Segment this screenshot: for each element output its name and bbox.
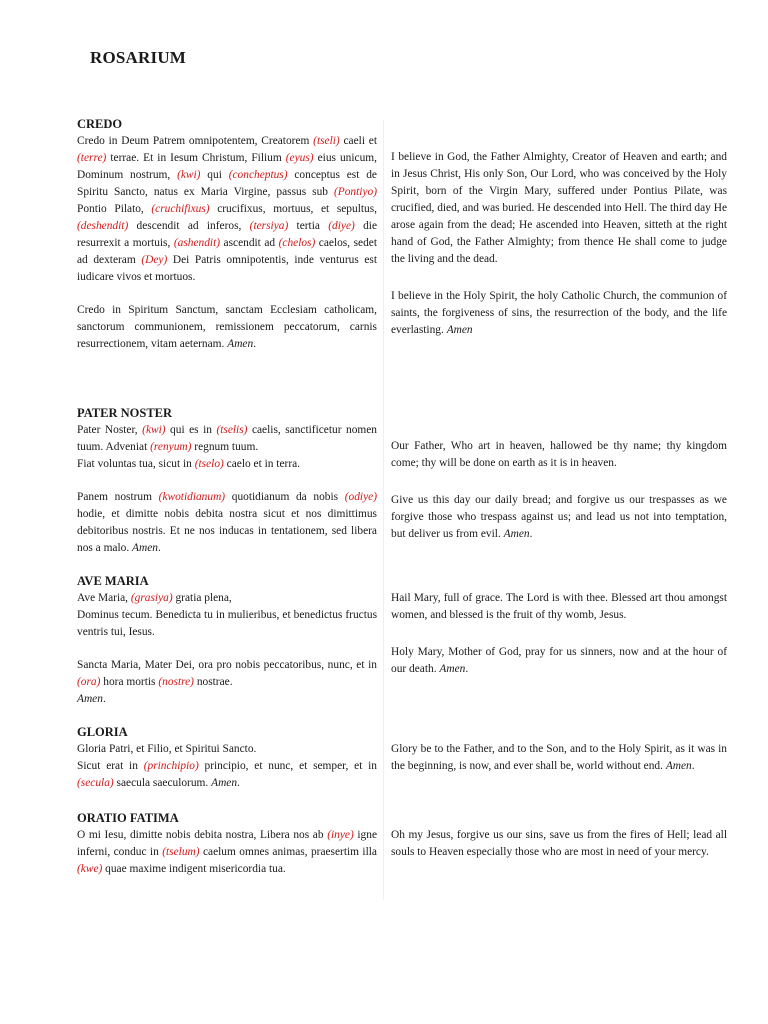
pronunciation-hint: (inye) [327, 829, 354, 841]
section-gloria [77, 724, 727, 792]
pronunciation-hint: (ashendit) [173, 237, 221, 249]
pronunciation-hint: (terre) [77, 152, 107, 164]
english-paragraph: Give us this day our daily bread; and forgive us our trespasses as we forgive those who trespass against us; and lead us not into temptation, but deliver us from evil. Amen. [391, 494, 727, 540]
pronunciation-hint: (secula) [77, 777, 114, 789]
english-column [391, 827, 727, 878]
section-oratio-fatima [77, 810, 727, 878]
pronunciation-hint: (chelos) [278, 237, 316, 249]
latin-paragraph: O mi Iesu, dimitte nobis debita nostra, Libera nos ab (inye) igne inferni, conduc in (tselum) caelum omnes animas, praesertim illa (kwe) quae maxime indigent misericordia tua. [77, 829, 377, 875]
latin-line: Fiat voluntas tua, sicut in (tselo) caelo et in terra. [77, 458, 301, 470]
pronunciation-hint: (Dey) [141, 254, 168, 266]
latin-column [77, 741, 377, 792]
pronunciation-hint: (eyus) [285, 152, 314, 164]
pronunciation-hint: (tersiya) [249, 220, 289, 232]
pronunciation-hint: (concheptus) [228, 169, 288, 181]
document-title: ROSARIUM [90, 48, 187, 67]
pronunciation-hint: (tselis) [216, 424, 248, 436]
latin-paragraph: Credo in Deum Patrem omnipotentem, Creatorem (tseli) caeli et (terre) terrae. Et in Iesum Christum, Filium (eyus) eius unicum, Dominum nostrum, (kwi) qui (concheptus) conceptus est de Spiritu Sancto, natus ex Maria Virgine, passus sub (Pontiyo) Pontio Pilato, (cruchifixus) crucifixus, mortuus, et sepultus, (deshendit) descendit ad inferos, (tersiya) tertia (diye) die resurrexit a mortuis, (ashendit) ascendit ad (chelos) caelos, sedet ad dexteram (Dey) Dei Patris omnipotentis, inde venturus est iudicare vivos et mortuos. [77, 135, 378, 283]
latin-paragraph: Sicut erat in (princhipio) principio, et nunc, et semper, et in (secula) saecula saeculorum. Amen. [77, 760, 378, 789]
amen-text: Amen [132, 542, 158, 554]
pronunciation-hint: (kwi) [142, 424, 166, 436]
section-credo [77, 116, 727, 353]
latin-column [77, 422, 377, 557]
amen-text: Amen [211, 777, 238, 789]
pronunciation-hint: (Pontiyo) [333, 186, 377, 198]
section-heading: AVE MARIA [77, 574, 149, 588]
amen-text: Amen [665, 760, 692, 772]
latin-paragraph: Credo in Spiritum Sanctum, sanctam Ecclesiam catholicam, sanctorum communionem, remissionem peccatorum, carnis resurrectionem, vitam aeternam. Amen. [77, 304, 377, 350]
pronunciation-hint: (deshendit) [77, 220, 129, 232]
english-paragraph: Glory be to the Father, and to the Son, and to the Holy Spirit, as it was in the beginning, is now, and ever shall be, world without end. Amen. [391, 743, 727, 772]
amen-text: Amen [446, 324, 473, 336]
pronunciation-hint: (ora) [77, 676, 101, 688]
english-column [391, 422, 727, 557]
latin-paragraph: Panem nostrum (kwotidianum) quotidianum da nobis (odiye) hodie, et dimitte nobis debita nostra sicut et nos dimittimus debitoribus nostris. Et ne nos inducas in tentationem, sed libera nos a malo. Amen. [77, 491, 377, 554]
section-pater-noster [77, 405, 727, 557]
latin-line: Gloria Patri, et Filio, et Spiritui Sancto. [77, 743, 257, 755]
pronunciation-hint: (tselo) [194, 458, 224, 470]
pronunciation-hint: (kwe) [77, 863, 103, 875]
pronunciation-hint: (tselum) [162, 846, 200, 858]
amen-text: Amen [227, 338, 254, 350]
pronunciation-hint: (kwotidianum) [158, 491, 226, 503]
latin-line: Amen. [77, 693, 106, 705]
english-column [391, 133, 727, 353]
english-paragraph: Oh my Jesus, forgive us our sins, save us from the fires of Hell; lead all souls to Heaven especially those who are most in need of your mercy. [391, 829, 727, 858]
latin-paragraph: Sancta Maria, Mater Dei, ora pro nobis peccatoribus, nunc, et in (ora) hora mortis (nostre) nostrae. [77, 659, 377, 688]
section-heading: ORATIO FATIMA [77, 811, 179, 825]
english-column [391, 590, 727, 708]
pronunciation-hint: (renyum) [150, 441, 192, 453]
amen-text: Amen [503, 528, 530, 540]
section-heading: PATER NOSTER [77, 406, 173, 420]
latin-column [77, 590, 377, 708]
section-ave-maria [77, 573, 727, 708]
section-heading: CREDO [77, 117, 123, 131]
section-heading: GLORIA [77, 725, 128, 739]
latin-paragraph: Dominus tecum. Benedicta tu in mulieribus, et benedictus fructus ventris tui, Iesus. [77, 609, 377, 638]
english-paragraph: Our Father, Who art in heaven, hallowed be thy name; thy kingdom come; thy will be done on earth as it is in heaven. [391, 440, 727, 469]
amen-text: Amen [77, 693, 103, 705]
pronunciation-hint: (odiye) [344, 491, 377, 503]
latin-column [77, 827, 377, 878]
english-column [391, 741, 727, 792]
pronunciation-hint: (tseli) [313, 135, 340, 147]
pronunciation-hint: (nostre) [158, 676, 194, 688]
latin-paragraph: Pater Noster, (kwi) qui es in (tselis) caelis, sanctificetur nomen tuum. Adveniat (renyum) regnum tuum. [77, 424, 377, 453]
pronunciation-hint: (princhipio) [143, 760, 199, 772]
pronunciation-hint: (cruchifixus) [151, 203, 210, 215]
english-paragraph: Holy Mary, Mother of God, pray for us sinners, now and at the hour of our death. Amen. [391, 646, 727, 675]
english-paragraph: Hail Mary, full of grace. The Lord is with thee. Blessed art thou amongst women, and blessed is the fruit of thy womb, Jesus. [391, 592, 727, 621]
amen-text: Amen [439, 663, 466, 675]
pronunciation-hint: (grasiya) [130, 592, 173, 604]
english-paragraph: I believe in the Holy Spirit, the holy Catholic Church, the communion of saints, the forgiveness of sins, the resurrection of the body, and the life everlasting. Amen [391, 290, 727, 336]
latin-column [77, 133, 377, 353]
latin-line: Ave Maria, (grasiya) gratia plena, [77, 592, 232, 604]
english-paragraph: I believe in God, the Father Almighty, Creator of Heaven and earth; and in Jesus Christ, His only Son, Our Lord, who was conceived by the Holy Spirit, born of the Virgin Mary, suffered under Pontius Pilate, was crucified, died, and was buried. He descended into Hell. The third day He arose again from the dead; He ascended into Heaven, sitteth at the right hand of God, the Father Almighty; from thence He shall come to judge the living and the dead. [391, 151, 727, 265]
pronunciation-hint: (kwi) [177, 169, 201, 181]
pronunciation-hint: (diye) [328, 220, 355, 232]
